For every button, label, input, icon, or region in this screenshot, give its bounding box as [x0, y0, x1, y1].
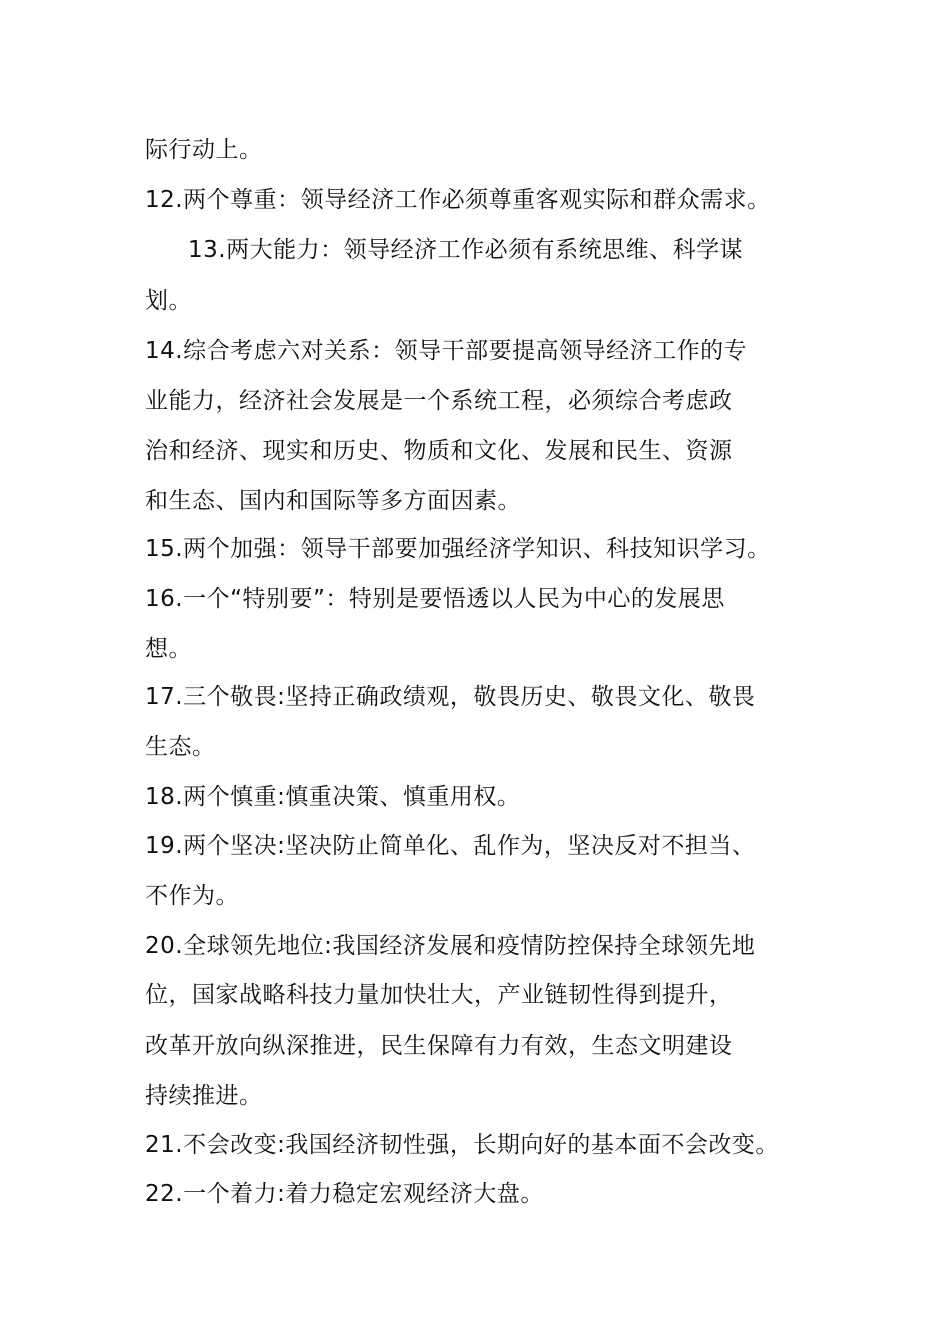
text-line: 13.两大能力：领导经济工作必须有系统思维、科学谋 [188, 237, 744, 263]
text-line: 想。 [145, 636, 192, 662]
text-line: 19.两个坚决:坚决防止简单化、乱作为，坚决反对不担当、 [145, 833, 756, 859]
text-line: 14.综合考虑六对关系：领导干部要提高领导经济工作的专 [145, 338, 748, 364]
text-line: 划。 [145, 288, 192, 314]
text-line: 业能力，经济社会发展是一个系统工程，必须综合考虑政 [145, 388, 733, 414]
text-line: 生态。 [145, 734, 216, 760]
text-line: 和生态、国内和国际等多方面因素。 [145, 488, 521, 514]
text-line: 21.不会改变:我国经济韧性强，长期向好的基本面不会改变。 [145, 1132, 779, 1158]
text-line: 17.三个敬畏:坚持正确政绩观，敬畏历史、敬畏文化、敬畏 [145, 684, 756, 710]
text-line: 20.全球领先地位:我国经济发展和疫情防控保持全球领先地 [145, 933, 756, 959]
text-line: 治和经济、现实和历史、物质和文化、发展和民生、资源 [145, 438, 733, 464]
text-line: 持续推进。 [145, 1083, 263, 1109]
text-line: 际行动上。 [145, 137, 263, 163]
text-line: 不作为。 [145, 883, 239, 909]
text-line: 改革开放向纵深推进，民生保障有力有效，生态文明建设 [145, 1033, 733, 1059]
text-line: 18.两个慎重:慎重决策、慎重用权。 [145, 784, 521, 810]
text-line: 12.两个尊重：领导经济工作必须尊重客观实际和群众需求。 [145, 187, 771, 213]
text-line: 位，国家战略科技力量加快壮大，产业链韧性得到提升， [145, 982, 733, 1008]
text-line: 15.两个加强：领导干部要加强经济学知识、科技知识学习。 [145, 536, 771, 562]
text-line: 16.一个“特别要”：特别是要悟透以人民为中心的发展思 [145, 586, 725, 612]
text-line: 22.一个着力:着力稳定宏观经济大盘。 [145, 1181, 544, 1207]
